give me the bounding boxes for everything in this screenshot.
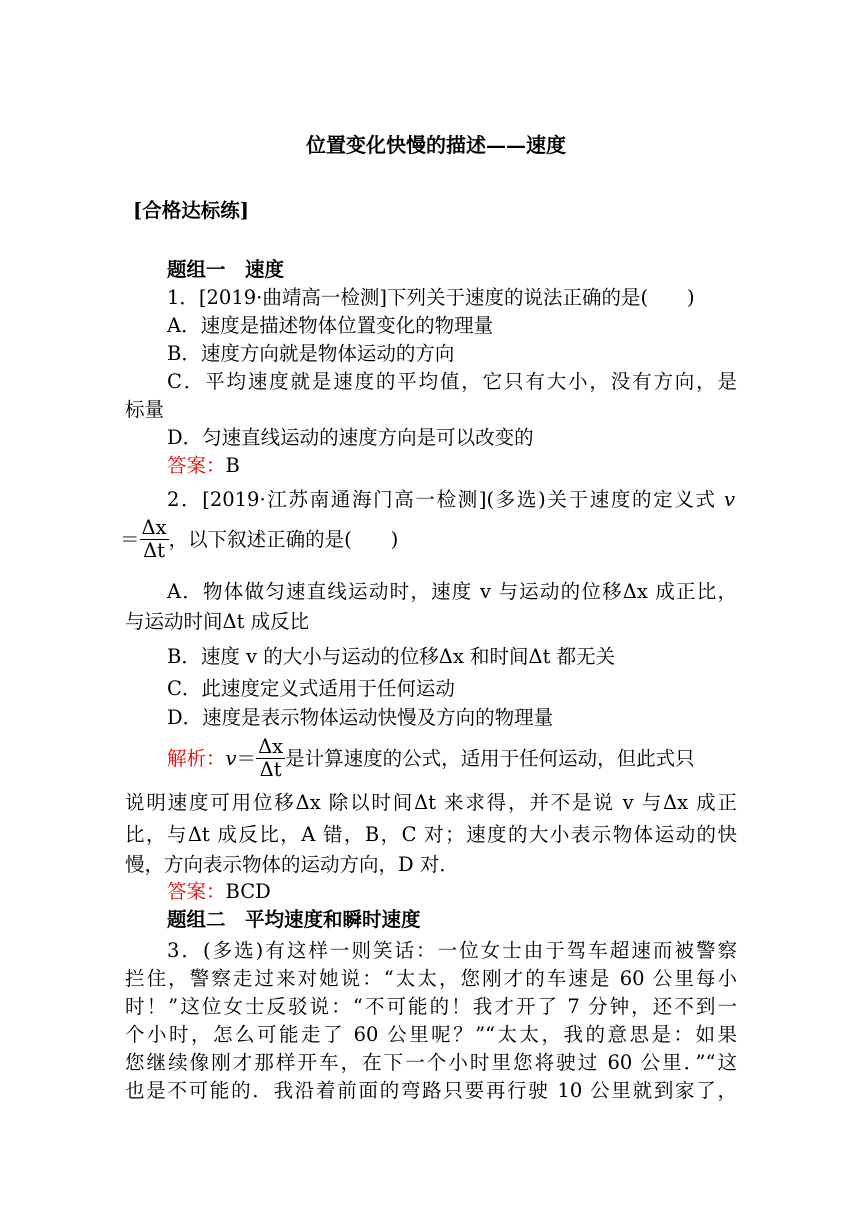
q2-option-c: C．此速度定义式适用于任何运动 [167,677,455,700]
q1-option-c-line1: C．平均速度就是速度的平均值，它只有大小，没有方向，是 [167,370,737,393]
analysis-line1-rest: 是计算速度的公式，适用于任何运动，但此式只 [285,747,695,770]
answer-value: B [225,454,240,477]
q2-analysis-line1 [167,737,695,782]
answer-value: BCD [225,880,271,903]
q2-analysis-line2: 说明速度可用位移Δx 除以时间Δt 来求得，并不是说 v 与Δx 成正 [125,791,737,814]
analysis-fraction [256,736,285,781]
fraction-numerator: Δx [141,516,167,539]
q1-option-d: D．匀速直线运动的速度方向是可以改变的 [167,426,534,449]
group2-heading: 题组二 平均速度和瞬时速度 [167,908,421,931]
group1-heading: 题组一 速度 [167,258,285,281]
fraction-numerator: Δx [258,735,284,758]
q1-answer [167,453,240,479]
q2-analysis-line3: 比，与Δt 成反比，A 错，B，C 对；速度的大小表示物体运动的快 [125,823,737,846]
q2-option-a-line2: 与运动时间Δt 成反比 [125,610,310,633]
answer-label: 答案： [167,454,226,477]
q2-option-d: D．速度是表示物体运动快慢及方向的物理量 [167,706,554,729]
q1-stem: 1．[2019·曲靖高一检测]下列关于速度的说法正确的是( ) [167,286,695,309]
q2-stem-v: v [724,488,736,511]
q2-stem-rest: ，以下叙述正确的是( ) [168,528,399,551]
answer-label: 答案： [167,880,226,903]
q1-option-c-line2: 标量 [125,398,165,421]
q3-line2: 拦住，警察走过来对她说：“太太，您刚才的车速是 60 公里每小 [125,967,737,990]
q2-option-b: B．速度 v 的大小与运动的位移Δx 和时间Δt 都无关 [167,645,616,668]
q2-answer [167,879,271,905]
analysis-v: v [225,747,237,770]
q3-line4: 个小时，怎么可能走了 60 公里呢？”“太太，我的意思是：如果 [125,1023,737,1046]
velocity-fraction [140,517,169,562]
q2-option-a-line1: A．物体做匀速直线运动时，速度 v 与运动的位移Δx 成正比， [167,580,737,603]
q1-option-b: B．速度方向就是物体运动的方向 [167,342,455,365]
section-label: [合格达标练] [133,199,249,222]
q2-stem-line1: 2．[2019·江苏南通海门高一检测](多选)关于速度的定义式 [167,488,715,511]
q3-line3: 时！”这位女士反驳说：“不可能的！我才开了 7 分钟，还不到一 [125,995,737,1018]
equals-sign: ＝ [120,528,140,551]
page-title: 位置变化快慢的描述——速度 [306,133,566,157]
q3-line6: 也是不可能的．我沿着前面的弯路只要再行驶 10 公里就到家了， [125,1079,737,1102]
q3-line5: 您继续像刚才那样开车，在下一个小时里您将驶过 60 公里．”“这 [125,1051,737,1074]
fraction-denominator: Δt [143,539,166,562]
q2-analysis-line4: 慢，方向表示物体的运动方向，D 对． [125,853,459,876]
analysis-equals: ＝ [236,747,257,770]
q3-line1: 3．(多选)有这样一则笑话：一位女士由于驾车超速而被警察 [167,939,737,962]
fraction-denominator: Δt [259,758,282,781]
q1-option-a: A．速度是描述物体位置变化的物理量 [167,314,494,337]
analysis-label: 解析： [167,747,226,770]
q2-stem-line2 [120,518,398,563]
